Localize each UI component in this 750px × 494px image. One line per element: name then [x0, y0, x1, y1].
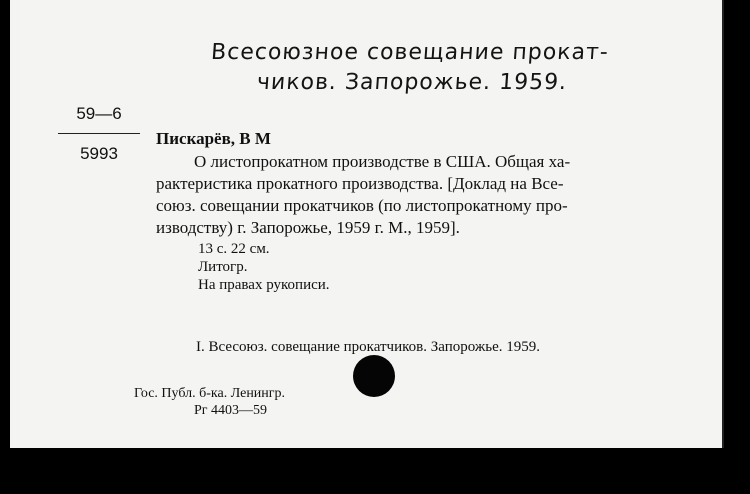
collation-line-1: 13 с. 22 см. — [198, 241, 270, 257]
library-stamp-line-2: Рг 4403—59 — [194, 403, 268, 418]
call-number — [58, 104, 140, 164]
call-number-divider — [58, 133, 140, 134]
body-line-2: рактеристика прокатного производства. [Доклад на Все- — [156, 174, 564, 193]
handwritten-line-1: Всесоюзное совещание прокат- — [210, 40, 610, 65]
ink-blot — [353, 355, 395, 397]
handwritten-note — [208, 38, 610, 98]
call-number-top: 59—6 — [76, 104, 122, 123]
collation-line-3: На правах рукописи. — [198, 277, 330, 293]
library-stamp-line-1: Гос. Публ. б-ка. Ленингр. — [134, 386, 286, 401]
collation-line-2: Литогр. — [198, 259, 248, 275]
call-number-bottom: 5993 — [80, 144, 118, 163]
handwritten-line-2: чиков. Запорожье. 1959. — [256, 70, 569, 95]
catalog-card — [10, 0, 724, 448]
body-line-3: союз. совещании прокатчиков (по листопрокатному про- — [156, 196, 568, 215]
author-heading: Пискарёв, В М — [156, 129, 271, 148]
body-line-1: О листопрокатном производстве в США. Общая ха- — [194, 152, 571, 171]
body-line-4: изводству) г. Запорожье, 1959 г. М., 1959]. — [156, 218, 460, 237]
tracing-line: I. Всесоюз. совещание прокатчиков. Запорожье. 1959. — [196, 339, 540, 355]
